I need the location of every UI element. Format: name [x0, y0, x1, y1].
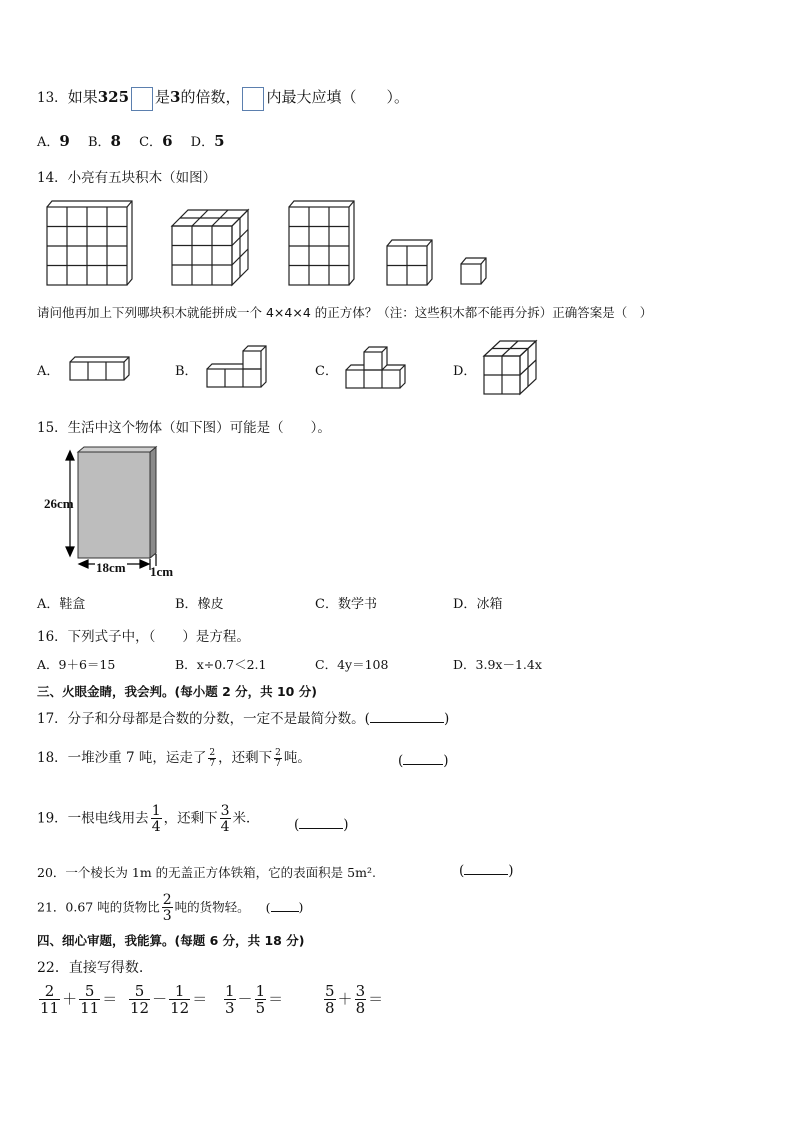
q16-stem: 16．下列式子中，（ ）是方程。 [37, 629, 250, 645]
q22-item-4: $\frac{5}{8}$ ＋ $\frac{3}{8}$ ＝ [325, 982, 384, 1017]
q13-number: 13． [37, 90, 68, 106]
q18-fraction-1: $\frac{2}{7}$ [209, 747, 216, 769]
q14-option-a[interactable]: A． [37, 364, 60, 379]
q13-option-c[interactable]: C．6 [139, 132, 173, 150]
q21-fraction: $\frac{2}{3}$ [162, 892, 172, 924]
q17-answer-blank[interactable] [370, 722, 444, 723]
q20-answer: ( ) [459, 863, 514, 879]
q15-option-c[interactable]: C．数学书 [315, 597, 377, 612]
q15-width-label: 18cm [96, 560, 126, 575]
q15-depth-label: 1cm [150, 564, 174, 579]
q14-option-c[interactable]: C． [315, 364, 338, 379]
q13-option-b[interactable]: B．8 [87, 132, 121, 150]
q22-stem: 22．直接写得数. [37, 960, 144, 976]
q15-option-d[interactable]: D．冰箱 [453, 597, 503, 612]
q18-answer: ( ) [398, 753, 449, 769]
q16-option-c[interactable]: C．4y＝108 [315, 657, 389, 672]
q20-answer-blank[interactable] [464, 874, 508, 875]
q19-answer: ( ) [294, 817, 349, 833]
q14-question: 请问他再加上下列哪块积木就能拼成一个 4×4×4 的正方体？（注：这些积木都不能再分拆）正确答案是（ ） [37, 305, 653, 320]
q15-option-b[interactable]: B．橡皮 [175, 597, 224, 612]
section-3-heading: 三、火眼金睛，我会判。(每小题 2 分，共 10 分) [37, 684, 317, 699]
q15-option-a[interactable]: A．鞋盒 [37, 597, 86, 612]
q16-option-d[interactable]: D．3.9x－1.4x [453, 657, 542, 672]
question-18: 18．一堆沙重 7 吨，运走了 $\frac{2}{7}$ ，还剩下 $\frac{2}{7}$ 吨。 [37, 747, 311, 769]
q21-answer-blank[interactable] [271, 911, 299, 912]
q19-fraction-1: $\frac{1}{4}$ [151, 803, 161, 835]
q13-option-a[interactable]: A．9 [37, 132, 70, 150]
q19-fraction-2: $\frac{3}{4}$ [220, 803, 230, 835]
question-20: 20．一个棱长为 1m 的无盖正方体铁箱，它的表面积是 5m². [37, 865, 376, 880]
q22-item-3: $\frac{1}{3}$ － $\frac{1}{5}$ ＝ [225, 982, 284, 1017]
question-21: 21．0.67 吨的货物比 $\frac{2}{3}$ 吨的货物轻。 ( ) [37, 892, 304, 924]
question-13: 13．如果325 是3的倍数， 内最大应填（ ）。 [37, 86, 409, 111]
q15-height-label: 26cm [44, 496, 74, 511]
q19-answer-blank[interactable] [299, 828, 343, 829]
q16-option-a[interactable]: A．9＋6＝15 [37, 657, 116, 672]
q16-option-b[interactable]: B．x÷0.7＜2.1 [175, 657, 267, 672]
q14-stem: 14．小亮有五块积木（如图） [37, 170, 217, 186]
question-17: 17．分子和分母都是合数的分数，一定不是最简分数。( ) [37, 711, 450, 727]
section-4-heading: 四、细心审题，我能算。(每题 6 分，共 18 分) [37, 933, 305, 948]
q15-stem: 15．生活中这个物体（如下图）可能是（ ）。 [37, 420, 331, 436]
question-19: 19．一根电线用去 $\frac{1}{4}$ ，还剩下 $\frac{3}{4}$ 米． [37, 803, 260, 835]
q22-item-2: $\frac{5}{12}$ － $\frac{1}{12}$ ＝ [130, 982, 208, 1017]
q22-item-1: $\frac{2}{11}$ ＋ $\frac{5}{11}$ ＝ [40, 982, 118, 1017]
q18-fraction-2: $\frac{2}{7}$ [275, 747, 281, 769]
q14-option-d[interactable]: D． [453, 364, 477, 379]
q14-option-b[interactable]: B． [175, 364, 198, 379]
q18-answer-blank[interactable] [403, 764, 443, 765]
q13-option-d[interactable]: D．5 [190, 132, 225, 150]
q13-number-325: 325 [97, 88, 130, 106]
